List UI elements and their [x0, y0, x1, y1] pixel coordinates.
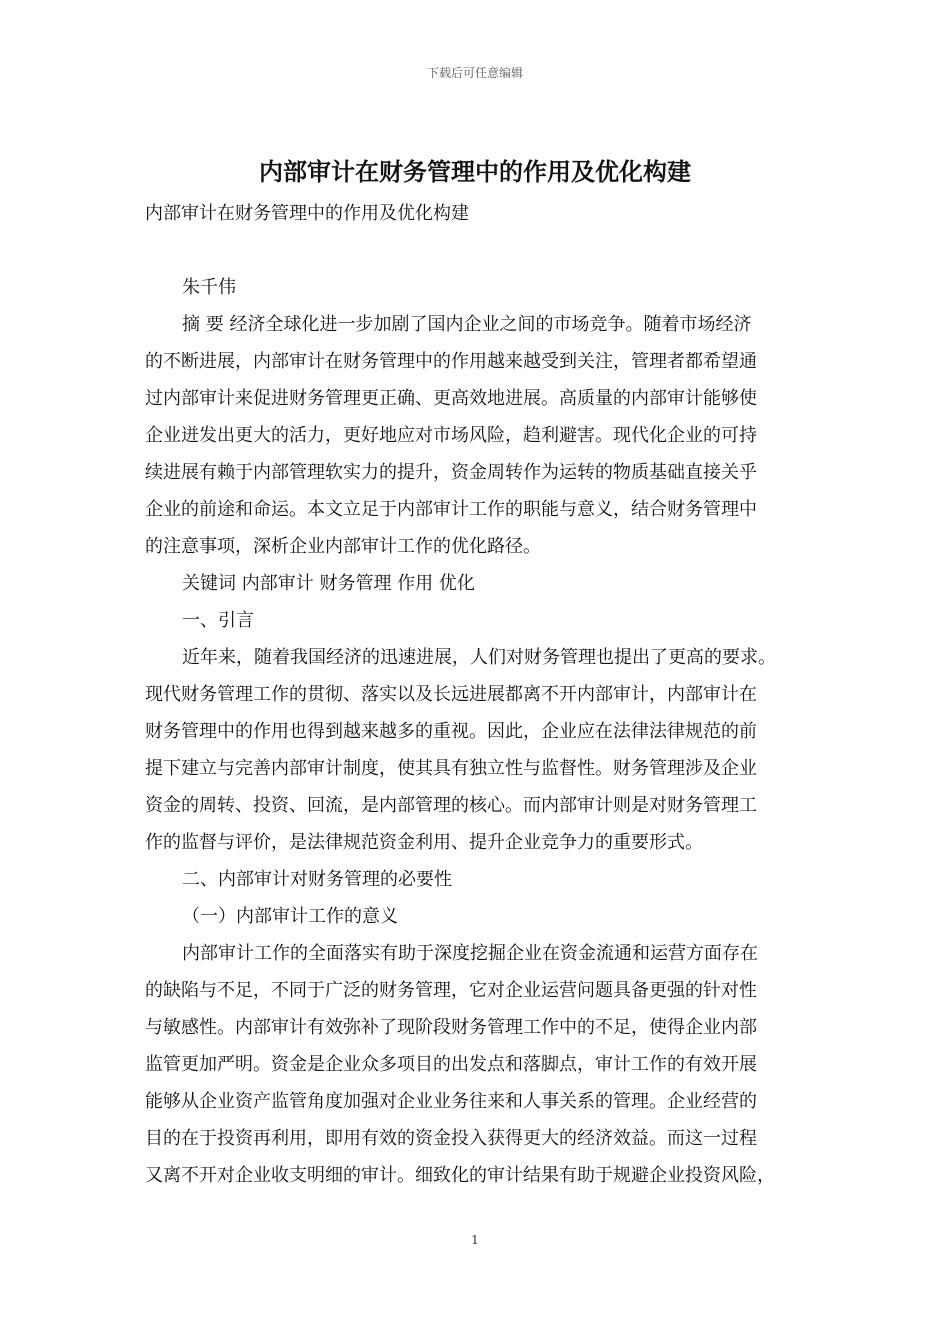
- intro-line: 提下建立与完善内部审计制度，使其具有独立性与监督性。财务管理涉及企业: [145, 758, 757, 779]
- abstract-line: 的注意事项，深析企业内部审计工作的优化路径。: [145, 536, 541, 557]
- abstract-line: 过内部审计来促进财务管理更正确、更高效地进展。高质量的内部审计能够使: [145, 388, 757, 409]
- document-title: 内部审计在财务管理中的作用及优化构建: [259, 157, 691, 186]
- blank-line: [145, 232, 810, 269]
- significance-line: 目的在于投资再利用，即用有效的资金投入获得更大的经济效益。而这一过程: [145, 1128, 757, 1149]
- intro-line: 现代财务管理工作的贯彻、落实以及长远进展都离不开内部审计，内部审计在: [145, 684, 757, 705]
- page-number: 1: [471, 1233, 479, 1247]
- abstract-line: 企业迸发出更大的活力，更好地应对市场风险，趋利避害。现代化企业的可持: [145, 425, 757, 446]
- significance-line: 与敏感性。内部审计有效弥补了现阶段财务管理工作中的不足，使得企业内部: [145, 1017, 757, 1038]
- significance-line: 监管更加严明。资金是企业众多项目的出发点和落脚点，审计工作的有效开展: [145, 1054, 757, 1075]
- page-header-note: 下载后可任意编辑: [426, 66, 523, 80]
- document-subtitle: 内部审计在财务管理中的作用及优化构建: [145, 203, 469, 224]
- intro-line: 资金的周转、投资、回流，是内部管理的核心。而内部审计则是对财务管理工: [145, 795, 757, 816]
- intro-line: 作的监督与评价，是法律规范资金利用、提升企业竞争力的重要形式。: [145, 832, 703, 853]
- keywords-line: 关键词 内部审计 财务管理 作用 优化: [182, 573, 475, 594]
- section-heading-introduction: 一、引言: [182, 610, 254, 631]
- significance-line: 能够从企业资产监管角度加强对企业业务往来和人事关系的管理。企业经营的: [145, 1091, 757, 1112]
- abstract-line: 续进展有赖于内部管理软实力的提升，资金周转作为运转的物质基础直接关乎: [145, 462, 757, 483]
- intro-line: 财务管理中的作用也得到越来越多的重视。因此，企业应在法律法律规范的前: [145, 721, 757, 742]
- abstract-line: 的不断进展，内部审计在财务管理中的作用越来越受到关注，管理者都希望通: [145, 351, 757, 372]
- abstract-line: 摘 要 经济全球化进一步加剧了国内企业之间的市场竞争。随着市场经济: [182, 314, 752, 335]
- intro-line: 近年来，随着我国经济的迅速进展，人们对财务管理也提出了更高的要求。: [182, 647, 776, 668]
- significance-line: 的缺陷与不足，不同于广泛的财务管理，它对企业运营问题具备更强的针对性: [145, 980, 757, 1001]
- abstract-line: 企业的前途和命运。本文立足于内部审计工作的职能与意义，结合财务管理中: [145, 499, 757, 520]
- section-heading-necessity: 二、内部审计对财务管理的必要性: [182, 869, 452, 890]
- significance-line: 内部审计工作的全面落实有助于深度挖掘企业在资金流通和运营方面存在: [182, 943, 758, 964]
- subsection-heading-significance: （一）内部审计工作的意义: [182, 906, 398, 927]
- document-body: [145, 195, 810, 1194]
- author-name: 朱千伟: [182, 277, 236, 298]
- significance-line: 又离不开对企业收支明细的审计。细致化的审计结果有助于规避企业投资风险，: [145, 1165, 775, 1186]
